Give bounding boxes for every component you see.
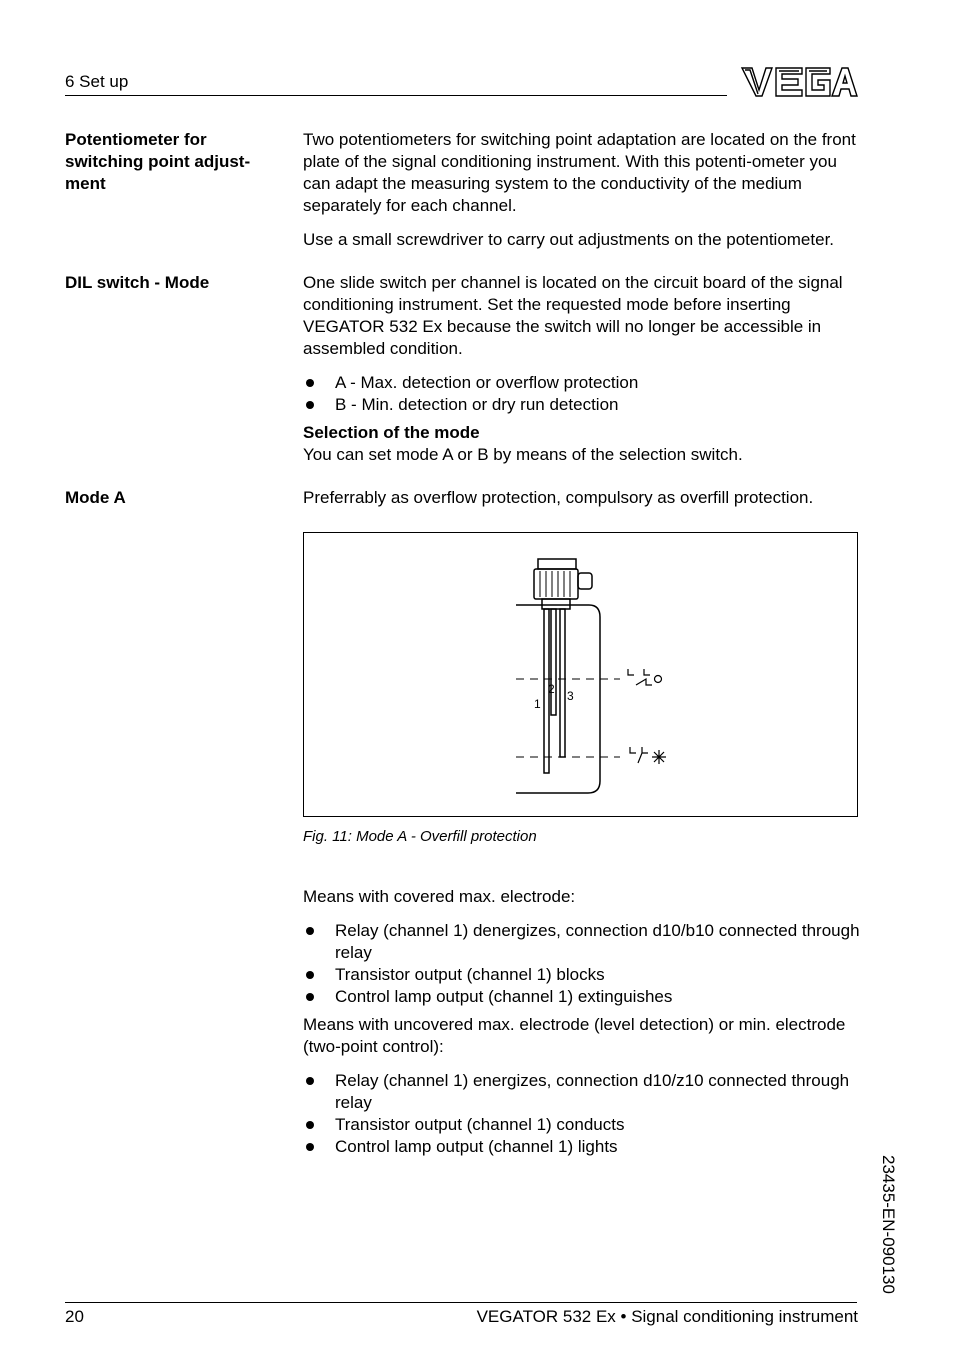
electrode-label-3: 3	[567, 689, 574, 703]
uncovered-list	[303, 1070, 863, 1158]
covered-text	[303, 886, 863, 1158]
probe-diagram	[304, 533, 857, 816]
mode-list	[303, 372, 863, 416]
electrode-label-1: 1	[534, 697, 541, 711]
heading-potentiometer: Potentiometer for switching point adjust-ment	[65, 130, 251, 193]
paragraph: You can set mode A or B by means of the selection switch.	[303, 445, 743, 464]
list-item: B - Min. detection or dry run detection	[303, 394, 863, 416]
list-item: Control lamp output (channel 1) lights	[303, 1136, 863, 1158]
list-item: Transistor output (channel 1) blocks	[303, 964, 863, 986]
paragraph: One slide switch per channel is located on the circuit board of the signal conditioning instrument. Set the requested mode before inserting VEGATOR 532 Ex because the switch will no longer be accessible in assembled condition.	[303, 273, 843, 358]
covered-list	[303, 920, 863, 1008]
paragraph: Means with covered max. electrode:	[303, 887, 576, 906]
header-rule	[65, 95, 727, 96]
vega-logo	[740, 66, 858, 98]
paragraph: Use a small screwdriver to carry out adjustments on the potentiometer.	[303, 230, 835, 249]
list-item: Relay (channel 1) denergizes, connection d10/b10 connected through relay	[303, 920, 863, 964]
list-item: Relay (channel 1) energizes, connection d10/z10 connected through relay	[303, 1070, 863, 1114]
page-number: 20	[65, 1307, 84, 1326]
potentiometer-text	[303, 129, 863, 251]
figure-mode-a	[303, 532, 858, 817]
heading-mode-a: Mode A	[65, 488, 126, 507]
heading-dil-switch: DIL switch - Mode	[65, 273, 210, 292]
footer-title: VEGATOR 532 Ex • Signal conditioning instrument	[476, 1307, 858, 1326]
figure-caption: Fig. 11: Mode A - Overfill protection	[303, 828, 537, 845]
paragraph: Two potentiometers for switching point adaptation are located on the front plate of the signal conditioning instrument. With this potenti-ometer you can adapt the measuring system to the conductivity of the medium separately for each channel.	[303, 130, 856, 215]
mode-a-text: Preferrably as overflow protection, compulsory as overfill protection.	[303, 488, 814, 507]
dil-switch-text	[303, 272, 863, 466]
list-item: Control lamp output (channel 1) extinguishes	[303, 986, 863, 1008]
electrode-label-2: 2	[548, 682, 555, 696]
footer-rule	[65, 1302, 857, 1303]
subheading-selection: Selection of the mode	[303, 423, 480, 442]
document-code: 23435-EN-090130	[879, 1155, 898, 1294]
paragraph: Means with uncovered max. electrode (level detection) or min. electrode (two-point control):	[303, 1015, 846, 1056]
section-header: 6 Set up	[65, 72, 129, 91]
list-item: Transistor output (channel 1) conducts	[303, 1114, 863, 1136]
list-item: A - Max. detection or overflow protection	[303, 372, 863, 394]
